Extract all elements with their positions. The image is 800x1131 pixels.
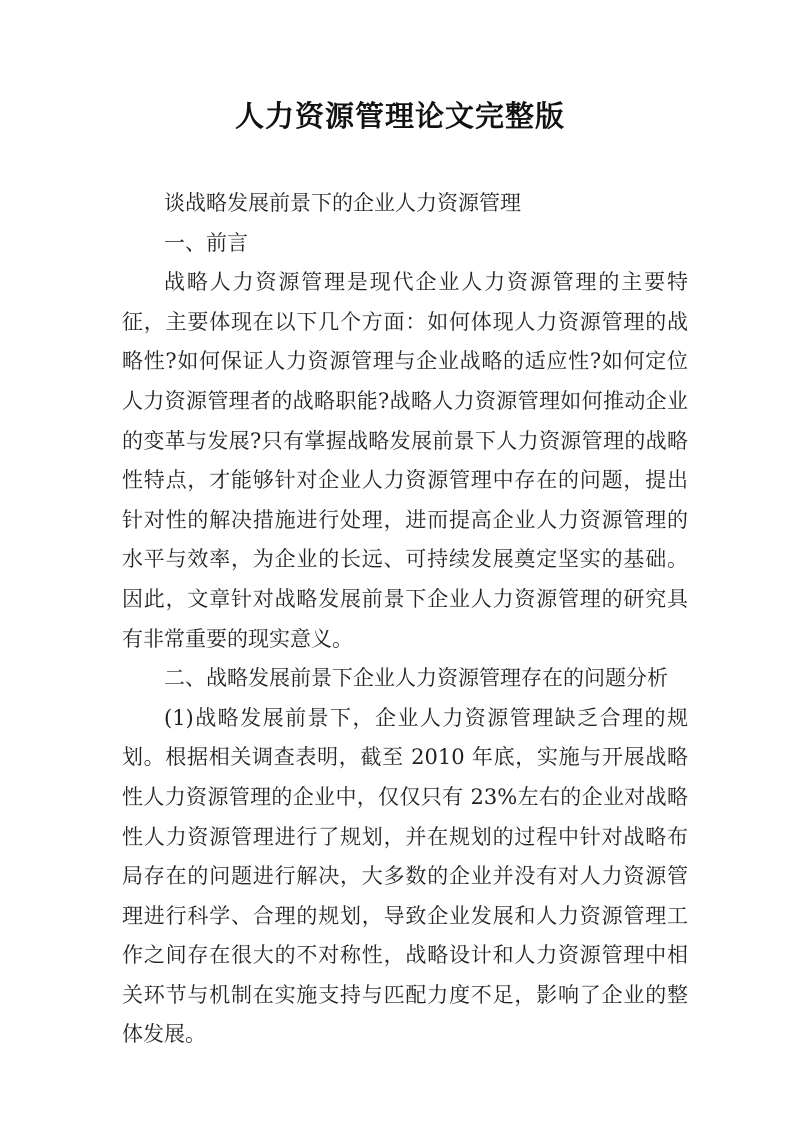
document-title: 人力资源管理论文完整版 [234, 99, 565, 133]
article-subtitle: 谈战略发展前景下的企业人力资源管理 [164, 191, 521, 215]
paragraph-preface-body: 战略人力资源管理是现代企业人力资源管理的主要特征，主要体现在以下几个方面：如何体现人力资源管理的战略性?如何保证人力资源管理与企业战略的适应性?如何定位人力资源管理者的战略职能?战略人力资源管理如何推动企业的变革与发展?只有掌握战略发展前景下人力资源管理的战略性特点，才能够针对企业人力资源管理中存在的问题，提出针对性的解决措施进行处理，进而提高企业人力资源管理的水平与效率，为企业的长远、可持续发展奠定坚实的基础。因此，文章针对战略发展前景下企业人力资源管理的研究具有非常重要的现实意义。 [122, 270, 688, 651]
document-body [122, 184, 688, 1055]
section-heading-problems: 二、战略发展前景下企业人力资源管理存在的问题分析 [164, 666, 668, 691]
paragraph-problem-1: (1)战略发展前景下，企业人力资源管理缺乏合理的规划。根据相关调查表明，截至 2010 年底，实施与开展战略性人力资源管理的企业中，仅仅只有 23%左右的企业对战略性人力资源管理进行了规划，并在规划的过程中针对战略布局存在的问题进行解决，大多数的企业并没有对人力资源管理进行科学、合理的规划，导致企业发展和人力资源管理工作之间存在很大的不对称性，战略设计和人力资源管理中相关环节与机制在实施支持与匹配力度不足，影响了企业的整体发展。 [122, 705, 688, 1047]
section-heading-preface: 一、前言 [164, 230, 248, 255]
